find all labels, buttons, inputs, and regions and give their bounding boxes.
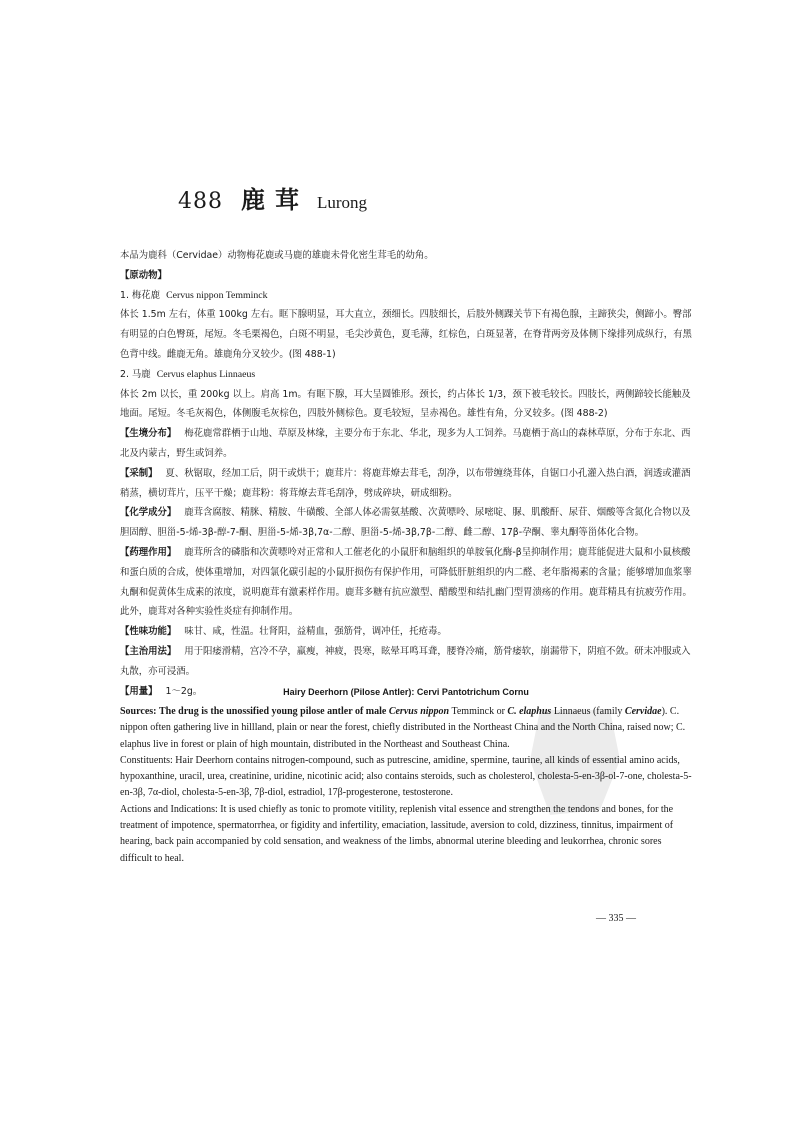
- animal-2-latin: Cervus elaphus Linnaeus: [156, 368, 256, 380]
- section-usage-tag: 【主治用法】: [120, 645, 177, 657]
- sources-species-1: Cervus nippon: [388, 706, 450, 717]
- section-properties: [120, 622, 692, 642]
- section-chemistry-tag: 【化学成分】: [120, 507, 177, 519]
- entry-number: 488: [178, 189, 223, 214]
- english-actions: Actions and Indications: It is used chiefly as tonic to promote vitility, replenish vital essence and strengthen the tendons and bones, for the treatment of impotence, spermatorrhea, or figidity and infertility, emaciation, lassitude, aversion to cold, dizziness, tinnitus, impairment of hearing, back pain accompanied by cold sensation, and weakness of the limbs, abnormal uterine bleeding and leukorrhea, chronic sores difficult to heal.: [120, 803, 674, 864]
- section-habitat: [120, 424, 692, 464]
- sources-author-2: Linnaeus (family: [553, 706, 623, 717]
- section-habitat-text: 梅花鹿常群栖于山地、草原及林缘，主要分布于东北、华北，现多为人工饲养。马鹿栖于高山的森林草原，分布于东北、西北及内蒙古，野生或饲养。: [120, 428, 691, 459]
- section-dosage-text: 1～2g。: [165, 685, 203, 697]
- english-constituents: Constituents: Hair Deerhorn contains nitrogen-compound, such as putrescine, amidine, spermine, taurine, all kinds of essential amino acids, hypoxanthine, uracil, urea, creatinine, uridine, nicotinic acid; also contains steroids, such as cholesterol, cholesta-5-en-3β-ol-7-one, cholesta-5-en-3β, 7α-diol, cholesta-5-en-3β, 7β-diol, estradiol, 17β-progesterone, testosterone.: [120, 754, 692, 799]
- section-usage: [120, 642, 692, 682]
- animal-2-description: 体长 2m 以长，重 200kg 以上。肩高 1m。有眶下腺，耳大呈圆锥形。颈长，约占体长 1/3，颈下被毛较长。四肢长，两侧蹄较长能触及地面。尾短。冬毛灰褐色，体侧腹毛灰棕色，四肢外侧棕色。夏毛较短，呈赤褐色。雄性有角，分叉较多。(图 488-2): [120, 388, 691, 420]
- chinese-text: [120, 246, 692, 701]
- sources-species-2: C. elaphus: [507, 706, 552, 717]
- entry-title-chinese: 鹿茸: [241, 185, 309, 214]
- section-collection-tag: 【采制】: [120, 467, 158, 479]
- section-habitat-tag: 【生境分布】: [120, 428, 177, 440]
- animal-2-label: 2. 马鹿: [120, 368, 151, 380]
- page-number: — 335 —: [596, 913, 636, 924]
- section-pharmacology-tag: 【药理作用】: [120, 546, 177, 558]
- sources-label: Sources:: [120, 706, 157, 717]
- entry-title-pinyin: Lurong: [317, 193, 368, 212]
- section-collection-text: 夏、秋锯取，经加工后，阴干或烘干；鹿茸片：将鹿茸燎去茸毛，刮净，以布带缠绕茸体，自锯口小孔灌入热白酒，润透或灌酒稍蒸，横切茸片，压平干燥；鹿茸粉：将茸燎去茸毛刮净，劈成碎块，研成细粉。: [120, 467, 691, 499]
- section-chemistry: [120, 503, 692, 543]
- animal-1-latin: Cervus nippon Temminck: [166, 289, 268, 301]
- animal-1-label: 1. 梅花鹿: [120, 289, 161, 301]
- sources-author-1: Temminck or: [451, 706, 505, 717]
- english-text: [120, 704, 692, 867]
- section-properties-text: 味甘、咸，性温。壮肾阳，益精血，强筋骨，调冲任，托疮毒。: [184, 626, 447, 638]
- section-properties-tag: 【性味功能】: [120, 626, 177, 638]
- section-pharmacology-text: 鹿茸所含的磷脂和次黄嘌呤对正常和人工催老化的小鼠肝和脑组织的单胺氧化酶-β呈抑制作用；鹿茸能促进大鼠和小鼠核酸和蛋白质的合成，使体重增加，对四氯化碳引起的小鼠肝损伤有保护作用，可降低肝脏组织的内二醛、老年脂褐素的含量；能够增加血浆睾丸酮和促黄体生成素的浓度，说明鹿茸有激素样作用。鹿茸多糖有抗应激型、醋酸型和结扎幽门型胃溃疡的作用。鹿茸精具有抗疲劳作用。此外，鹿茸对各种实验性炎症有抑制作用。: [120, 546, 692, 618]
- section-pharmacology: [120, 543, 692, 622]
- section-usage-text: 用于阳痿滑精，宫冷不孕，羸瘦，神疲，畏寒，眩晕耳鸣耳聋，腰脊冷痛，筋骨痿软，崩漏带下，阴疽不敛。研末冲服或入丸散，亦可浸酒。: [120, 645, 691, 677]
- sources-family: Cervidae: [624, 706, 662, 717]
- origin-heading: 【原动物】: [120, 269, 167, 281]
- intro-paragraph: 本品为鹿科（Cervidae）动物梅花鹿或马鹿的雄鹿未骨化密生茸毛的幼角。: [120, 250, 434, 261]
- entry-header: [178, 180, 367, 215]
- animal-1-description: 体长 1.5m 左右，体重 100kg 左右。眶下腺明显，耳大直立，颈细长。四肢细长，后肢外侧踝关节下有褐色腺，主蹄狭尖，侧蹄小。臀部有明显的白色臀斑，尾短。冬毛栗褐色，白斑不明显，毛尖沙黄色，夏毛薄，红棕色，白斑显著，在脊背两旁及体侧下缘排列成纵行，有黑色背中线。雌鹿无角。雄鹿角分叉较少。(图 488-1): [120, 309, 692, 360]
- english-title: Hairy Deerhorn (Pilose Antler): Cervi Pantotrichum Cornu: [283, 687, 529, 697]
- sources-bold-text: The drug is the unossified young pilose antler of male: [158, 706, 387, 717]
- sources-rest: ). C. nippon often gathering live in hillland, plain or near the forest, chiefly distributed in the Northeast China and the North China, raised now; C. elaphus live in forest or plain of high mountain, distributed in the Northeast and Southeast China.: [120, 706, 686, 750]
- section-collection: [120, 464, 692, 504]
- section-dosage-tag: 【用量】: [120, 685, 158, 697]
- animal-1-heading: [120, 286, 692, 306]
- section-chemistry-text: 鹿茸含腐胺、精脒、精胺、牛磺酸、全部人体必需氨基酸、次黄嘌呤、尿嘧啶、脲、肌酸酐、尿苷、烟酸等含氮化合物以及胆固醇、胆甾-5-烯-3β-醇-7-酮、胆甾-5-烯-3β,7α-二醇、胆甾-5-烯-3β,7β-二醇、雌二醇、17β-孕酮、睾丸酮等甾体化合物。: [120, 507, 691, 539]
- animal-2-heading: [120, 365, 692, 385]
- english-sources: [120, 704, 692, 753]
